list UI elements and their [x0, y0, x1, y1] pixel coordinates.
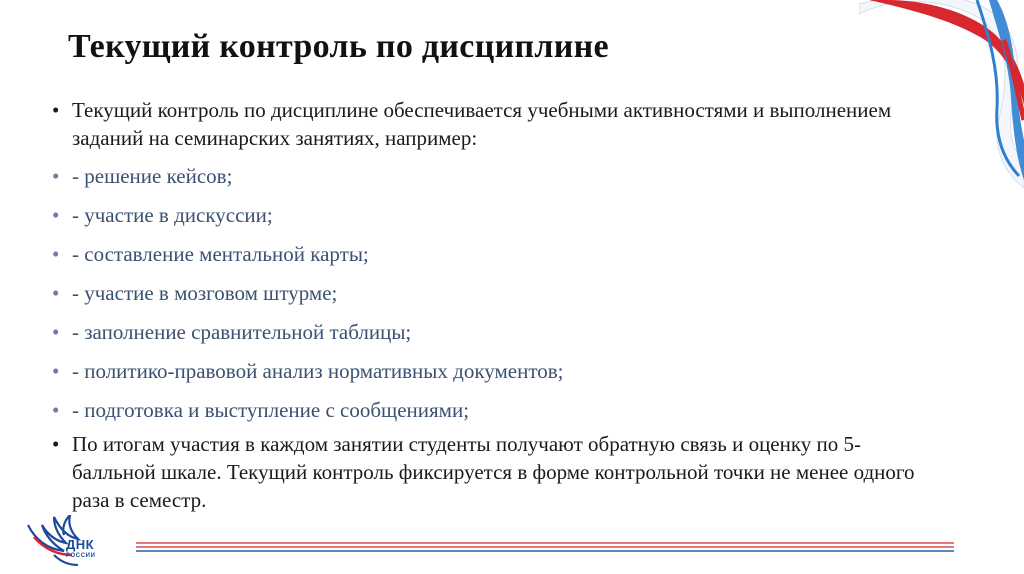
bullet-icon: • — [52, 398, 60, 422]
bullet-icon: • — [52, 359, 60, 383]
list-item-text: По итогам участия в каждом занятии студенты получают обратную связь и оценку по 5-балльной шкале. Текущий контроль фиксируется в форме контрольной точки не менее одного раза в семестр. — [72, 432, 915, 512]
list-item-text: - составление ментальной карты; — [72, 242, 369, 266]
list-item — [50, 201, 930, 229]
footer-divider-lines — [136, 540, 954, 554]
logo-text — [66, 538, 95, 560]
list-item-text: - заполнение сравнительной таблицы; — [72, 320, 412, 344]
list-item — [50, 240, 930, 268]
list-item — [50, 279, 930, 307]
bullet-icon: • — [52, 164, 60, 188]
list-item-text: - участие в мозговом штурме; — [72, 281, 338, 305]
list-item-text: - подготовка и выступление с сообщениями; — [72, 398, 470, 422]
list-item — [50, 396, 930, 424]
logo-main-text: ДНК — [66, 537, 95, 552]
logo-sub-text: РОССИИ — [66, 553, 96, 559]
bullet-icon: • — [52, 98, 60, 122]
list-item-text: - политико-правовой анализ нормативных документов; — [72, 359, 564, 383]
bullet-icon: • — [52, 203, 60, 227]
bullet-icon: • — [52, 432, 60, 456]
list-item — [50, 96, 930, 152]
list-item — [50, 318, 930, 346]
list-item — [50, 357, 930, 385]
list-item-text: - участие в дискуссии; — [72, 203, 273, 227]
slide-title: Текущий контроль по дисциплине — [68, 28, 609, 65]
bullet-icon: • — [52, 242, 60, 266]
list-item — [50, 430, 930, 514]
list-item-text: - решение кейсов; — [72, 164, 233, 188]
bullet-list — [50, 96, 930, 514]
bullet-icon: • — [52, 320, 60, 344]
list-item-text: Текущий контроль по дисциплине обеспечивается учебными активностями и выполнением заданий на семинарских занятиях, например: — [72, 98, 892, 150]
list-item — [50, 162, 930, 190]
bullet-icon: • — [52, 281, 60, 305]
